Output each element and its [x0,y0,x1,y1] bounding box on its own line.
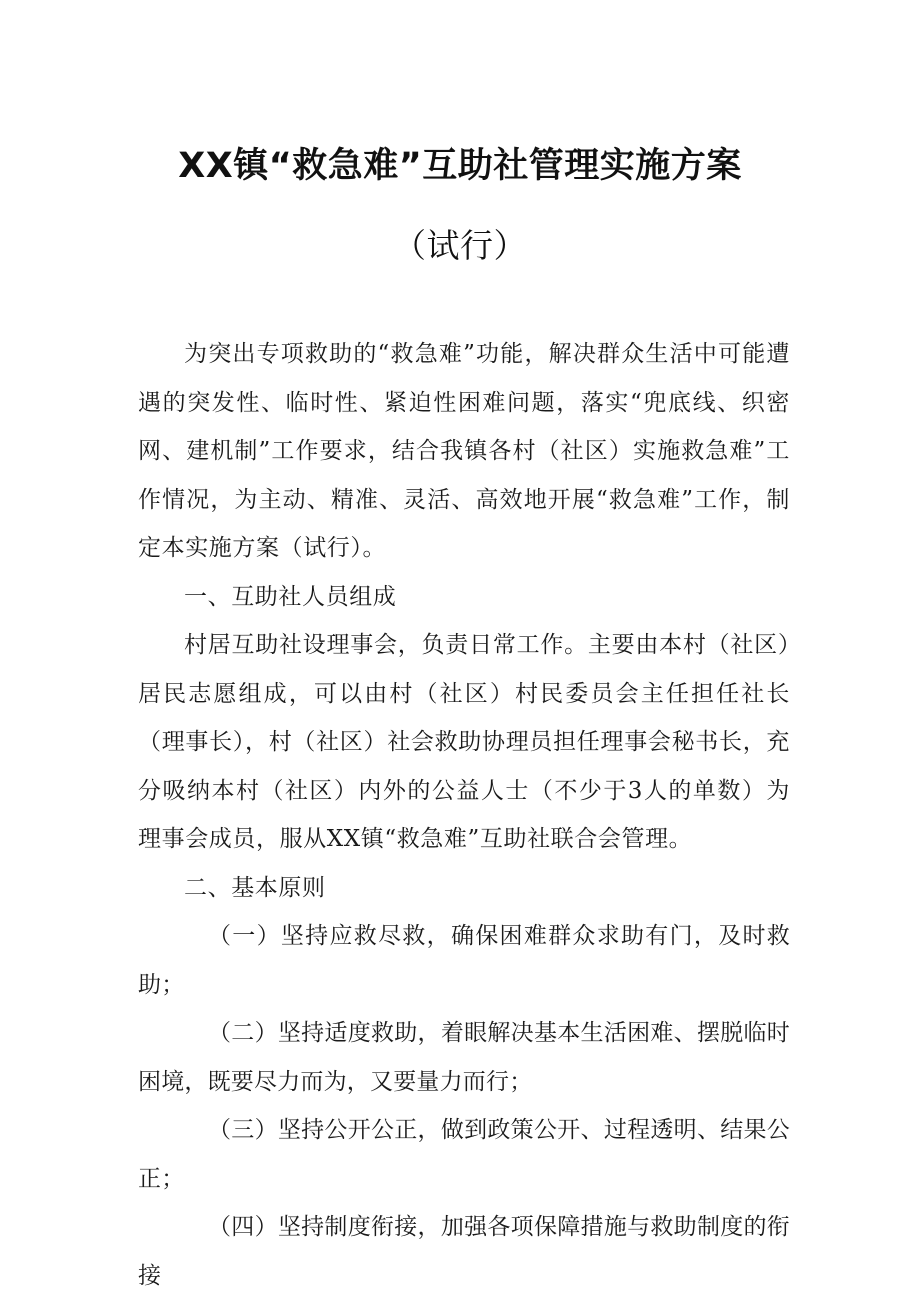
document-title: XX镇“救急难”互助社管理实施方案 [178,146,742,186]
principle-item-3: （三）坚持公开公正，做到政策公开、过程透明、结果公正； [138,1117,790,1192]
section-heading-composition: 一、互助社人员组成 [184,583,397,610]
document-subtitle: （试行） [393,226,527,265]
intro-paragraph: 为突出专项救助的“救急难”功能，解决群众生活中可能遭遇的突发性、临时性、紧迫性困难问题，落实“兜底线、织密网、建机制”工作要求，结合我镇各村（社区）实施救急难”工作情况，为主动、精准、灵活、高效地开展“救急难”工作，制定本实施方案（试行）。 [138,341,790,561]
principle-item-1: （一）坚持应救尽救，确保困难群众求助有门，及时救助； [138,923,790,998]
principle-item-2: （二）坚持适度救助，着眼解决基本生活困难、摆脱临时困境，既要尽力而为，又要量力而行； [138,1020,790,1095]
composition-paragraph: 村居互助社设理事会，负责日常工作。主要由本村（社区）居民志愿组成，可以由村（社区）村民委员会主任担任社长（理事长），村（社区）社会救助协理员担任理事会秘书长，充分吸纳本村（社区）内外的公益人士（不少于3人的单数）为理事会成员，服从XX镇“救急难”互助社联合会管理。 [138,632,790,852]
document-body [138,330,790,1300]
principle-item-4: （四）坚持制度衔接，加强各项保障措施与救助制度的衔接 [138,1214,790,1289]
section-heading-principles: 二、基本原则 [184,874,326,901]
